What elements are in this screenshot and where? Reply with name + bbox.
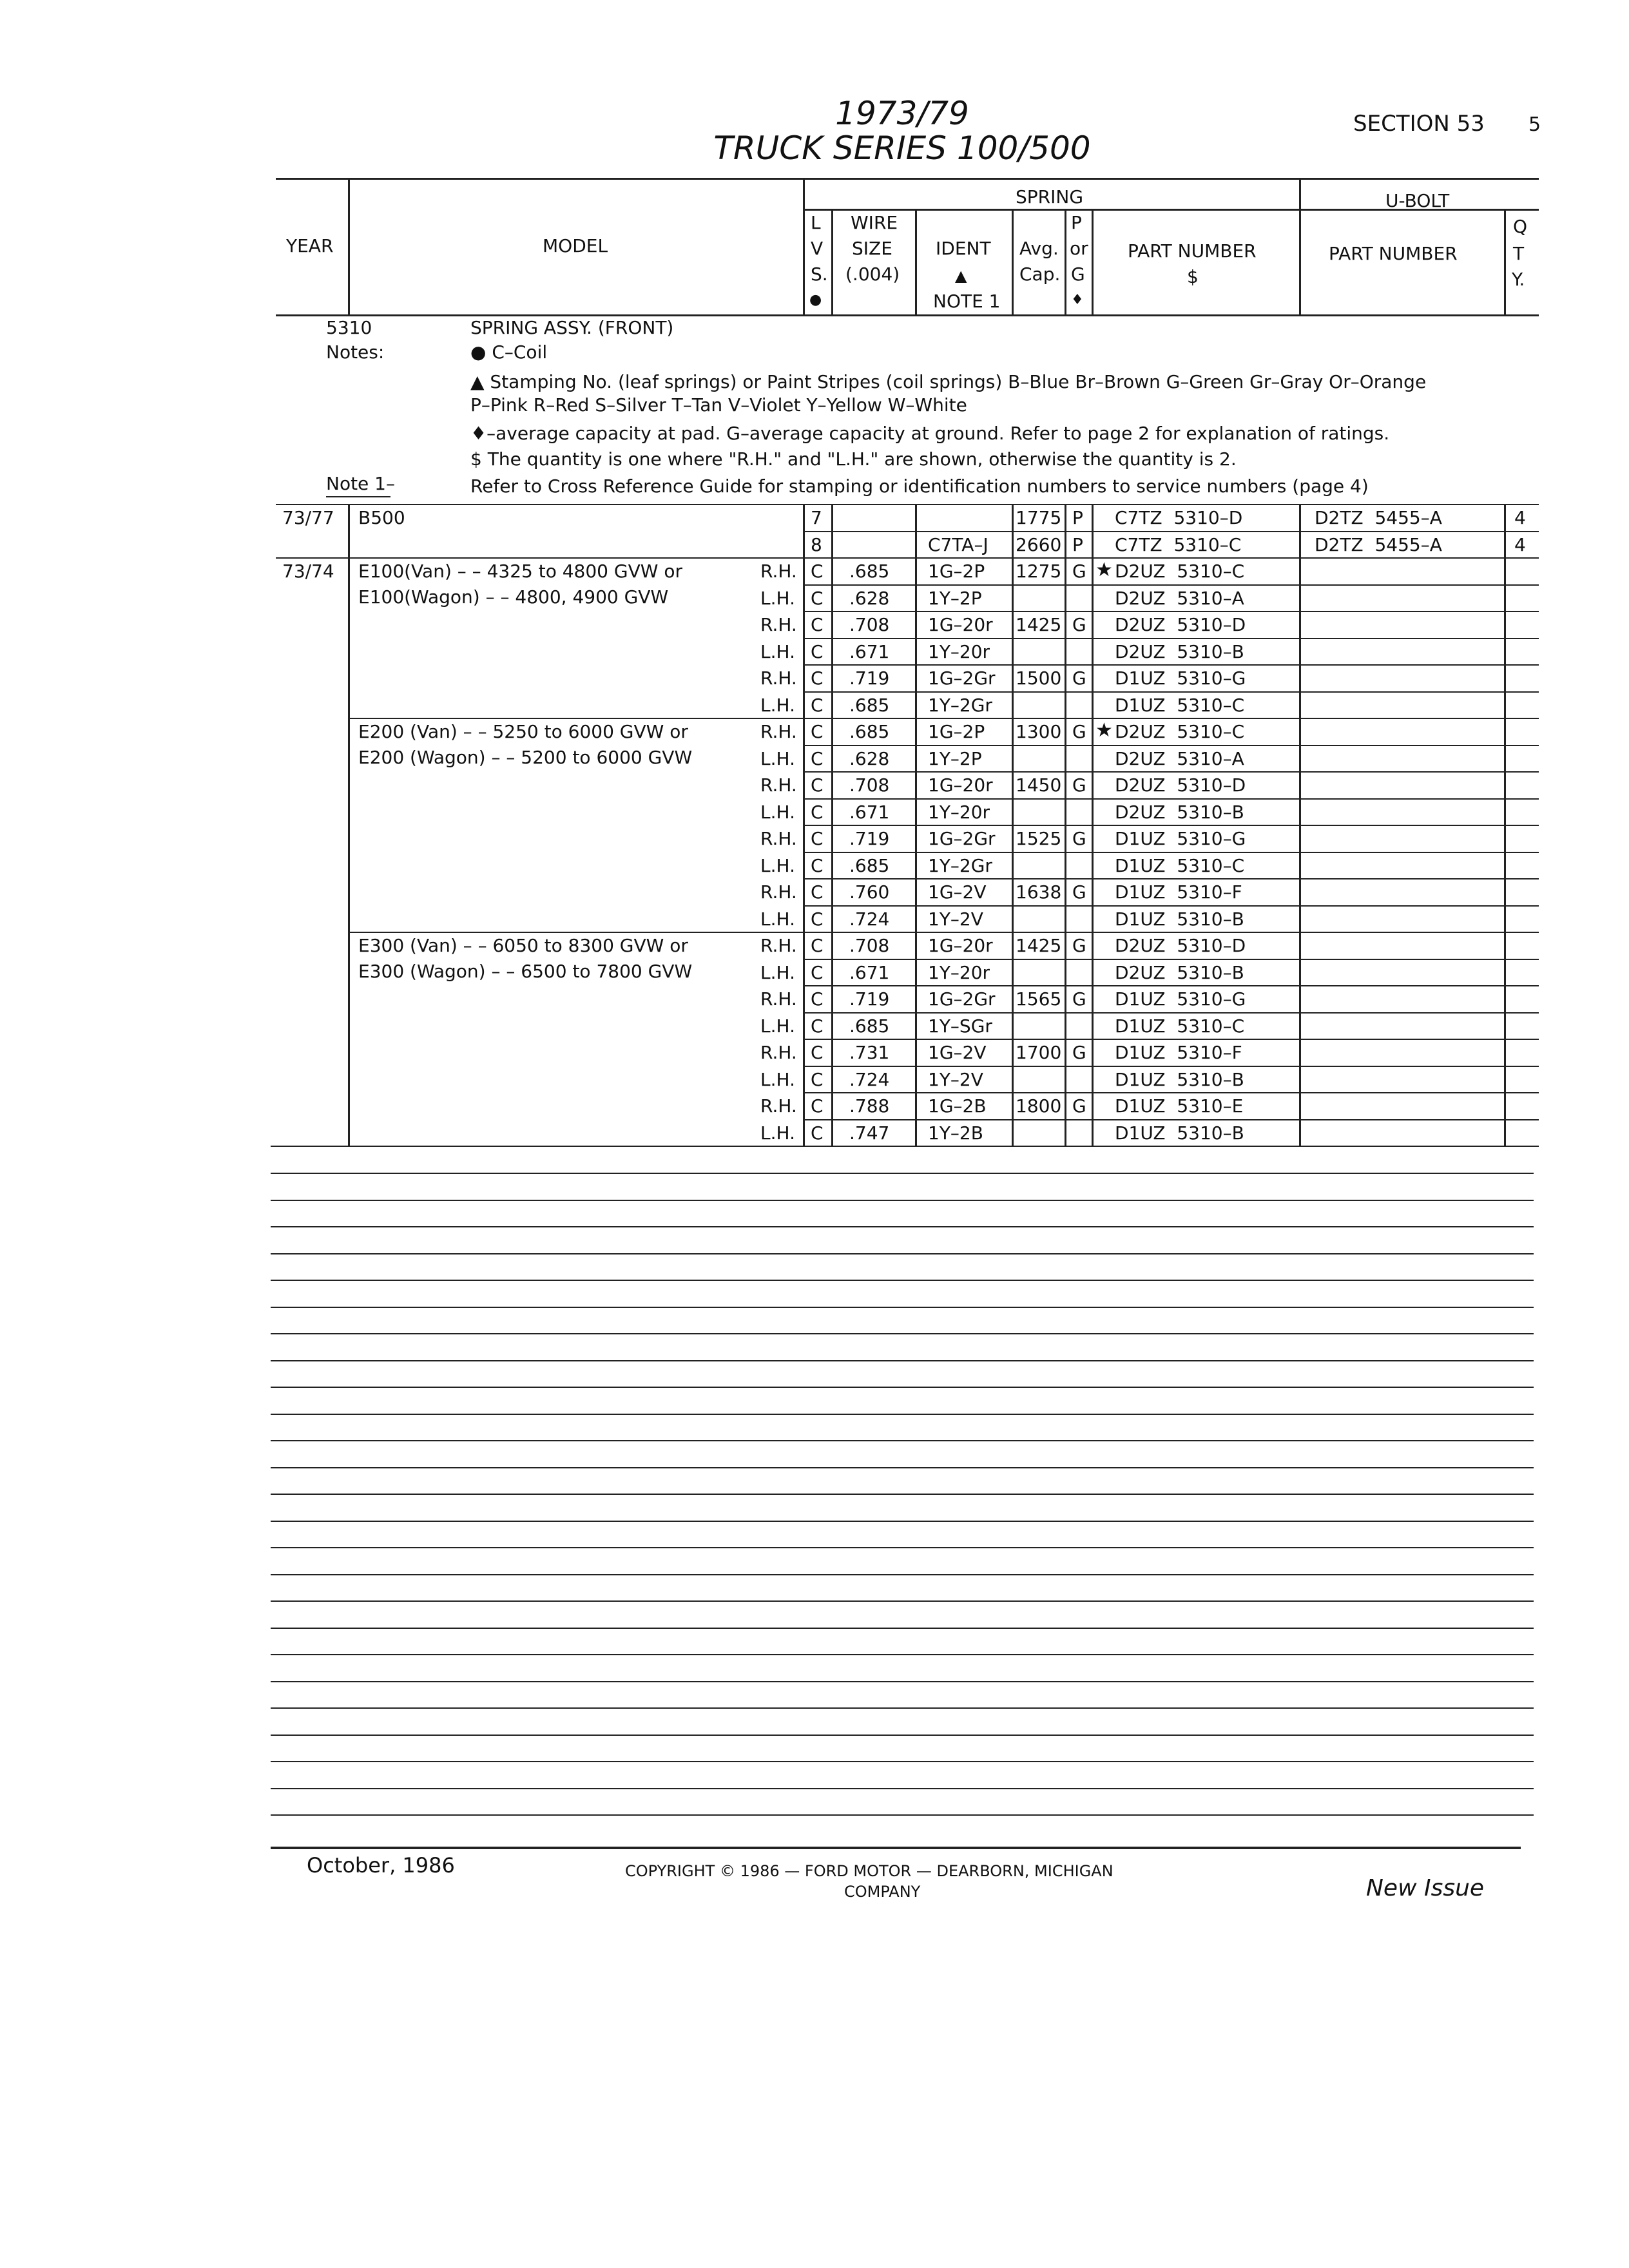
group-model: E300 (Wagon) – – 6500 to 7800 GVW: [358, 961, 693, 982]
row-wire: .788: [849, 1095, 890, 1117]
table-row-rule: [803, 959, 1539, 960]
row-ident: C7TA–J: [928, 533, 988, 555]
row-pg: G: [1072, 935, 1086, 956]
row-side: R.H.: [760, 828, 797, 849]
row-side: R.H.: [760, 774, 797, 796]
row-side: R.H.: [760, 935, 797, 956]
row-part-number: D2UZ 5310–A: [1115, 587, 1244, 609]
row-lvs: C: [811, 935, 824, 956]
row-side: R.H.: [760, 881, 797, 903]
row-ident: 1G–20r: [928, 935, 993, 956]
notes-label: Notes:: [326, 341, 385, 363]
page-number: 5: [1528, 113, 1541, 136]
row-ubolt-part: D2TZ 5455–A: [1315, 533, 1442, 555]
row-ubolt-part: D2TZ 5455–A: [1315, 507, 1442, 528]
row-wire: .671: [849, 640, 890, 662]
row-part-number: D1UZ 5310–B: [1115, 1068, 1244, 1090]
table-row-rule: [803, 638, 1539, 639]
row-side: L.H.: [760, 1122, 795, 1144]
blank-rule: [271, 1707, 1534, 1709]
row-lvs: C: [811, 988, 824, 1010]
table-row-rule: [803, 584, 1539, 586]
table-row-rule: [803, 771, 1539, 773]
blank-rule: [271, 1307, 1534, 1308]
row-ident: 1G–2P: [928, 721, 985, 742]
row-side: L.H.: [760, 801, 795, 823]
row-wire: .708: [849, 935, 890, 956]
row-ident: 1Y–2P: [928, 747, 982, 769]
row-ident: 1G–2P: [928, 561, 985, 582]
row-capacity: 1800: [1016, 1095, 1062, 1117]
row-wire: .719: [849, 828, 890, 849]
row-part-number: D2UZ 5310–D: [1115, 935, 1246, 956]
row-ident: 1G–20r: [928, 774, 993, 796]
row-ident: 1Y–2Gr: [928, 694, 992, 716]
title-series: TRUCK SERIES 100/500: [713, 130, 1091, 167]
section-name: SPRING ASSY. (FRONT): [470, 317, 674, 338]
row-part-number: D1UZ 5310–G: [1115, 988, 1246, 1010]
row-side: L.H.: [760, 961, 795, 983]
blank-rule: [271, 1200, 1534, 1201]
row-pg: G: [1072, 988, 1086, 1010]
row-ident: 1G–2V: [928, 1042, 987, 1063]
row-wire: .708: [849, 614, 890, 635]
row-pg: G: [1072, 614, 1086, 635]
row-wire: .685: [849, 721, 890, 742]
row-wire: .708: [849, 774, 890, 796]
row-capacity: 1775: [1016, 507, 1062, 528]
group-model: B500: [358, 507, 405, 528]
title-year: 1973/79: [835, 95, 969, 132]
footer-rule: [271, 1847, 1521, 1849]
table-row-rule: [803, 825, 1539, 826]
section-code: 5310: [326, 317, 372, 338]
table-row-rule: [803, 745, 1539, 746]
row-side: R.H.: [760, 721, 797, 742]
row-pg: G: [1072, 721, 1086, 742]
blank-rule: [271, 1761, 1534, 1762]
row-lvs: C: [811, 1042, 824, 1063]
row-pg: G: [1072, 1095, 1086, 1117]
row-part-number: D2UZ 5310–B: [1115, 961, 1244, 983]
table-row-rule: [803, 691, 1539, 693]
blank-rule: [271, 1360, 1534, 1361]
blank-rule: [271, 1440, 1534, 1441]
row-lvs: C: [811, 1068, 824, 1090]
row-side: R.H.: [760, 988, 797, 1010]
row-ident: 1G–2Gr: [928, 668, 996, 689]
blank-rule: [271, 1280, 1534, 1281]
row-part-number: D1UZ 5310–C: [1115, 854, 1245, 876]
table-row-rule: [803, 1066, 1539, 1067]
row-side: L.H.: [760, 908, 795, 930]
blank-rule: [271, 1521, 1534, 1522]
blank-rule: [271, 1547, 1534, 1548]
row-ident: 1Y–20r: [928, 961, 990, 983]
col-ubolt: U-BOLT: [1385, 190, 1450, 211]
row-part-number: D2UZ 5310–A: [1115, 747, 1244, 769]
table-row-rule: [803, 798, 1539, 800]
row-lvs: C: [811, 881, 824, 903]
row-lvs: C: [811, 1015, 824, 1037]
row-ident: 1Y–2B: [928, 1122, 983, 1144]
blank-rule: [271, 1681, 1534, 1682]
row-part-number: D1UZ 5310–C: [1115, 694, 1245, 716]
row-capacity: 1500: [1016, 668, 1062, 689]
blank-rule: [271, 1574, 1534, 1575]
row-side: L.H.: [760, 747, 795, 769]
row-wire: .685: [849, 694, 890, 716]
row-wire: .724: [849, 908, 890, 930]
row-part-number: D1UZ 5310–C: [1115, 1015, 1245, 1037]
table-row-rule: [803, 852, 1539, 853]
blank-rule: [271, 1494, 1534, 1495]
table-row-rule: [803, 1092, 1539, 1093]
row-wire: .685: [849, 561, 890, 582]
blank-rule: [271, 1814, 1534, 1816]
row-side: L.H.: [760, 1068, 795, 1090]
row-capacity: 2660: [1016, 533, 1062, 555]
table-row-rule: [803, 664, 1539, 666]
row-pg: P: [1072, 533, 1083, 555]
row-lvs: C: [811, 561, 824, 582]
row-lvs: C: [811, 614, 824, 635]
row-qty: 4: [1514, 507, 1526, 528]
row-lvs: C: [811, 854, 824, 876]
row-ident: 1Y–2V: [928, 908, 983, 930]
table-row-rule: [803, 985, 1539, 986]
row-part-number: D1UZ 5310–E: [1115, 1095, 1244, 1117]
group-year: 73/77: [282, 507, 334, 528]
row-ident: 1G–2Gr: [928, 988, 996, 1010]
row-capacity: 1300: [1016, 721, 1062, 742]
row-wire: .671: [849, 961, 890, 983]
table-row-rule: [803, 878, 1539, 879]
table-row-rule: [803, 905, 1539, 907]
row-ident: 1Y–2P: [928, 587, 982, 609]
row-part-number: D1UZ 5310–F: [1115, 881, 1242, 903]
group-model: E100(Wagon) – – 4800, 4900 GVW: [358, 586, 669, 608]
row-ident: 1Y–20r: [928, 801, 990, 823]
table-row-rule: [803, 1119, 1539, 1120]
row-wire: .671: [849, 801, 890, 823]
row-wire: .685: [849, 1015, 890, 1037]
table-row-rule: [803, 1039, 1539, 1040]
row-capacity: 1425: [1016, 614, 1062, 635]
row-side: L.H.: [760, 587, 795, 609]
row-ident: 1G–2V: [928, 881, 987, 903]
row-pg: G: [1072, 668, 1086, 689]
footer-issue: New Issue: [1366, 1875, 1485, 1901]
col-year: YEAR: [286, 235, 334, 256]
row-side: R.H.: [760, 561, 797, 582]
col-ubolt-part: PART NUMBER: [1329, 243, 1458, 264]
row-pg: G: [1072, 881, 1086, 903]
row-part-number: C7TZ 5310–C: [1115, 533, 1242, 555]
header-top-rule: [276, 178, 1539, 180]
star-icon: ★: [1095, 719, 1113, 742]
row-ident: 1Y–20r: [928, 640, 990, 662]
group-model: E100(Van) – – 4325 to 4800 GVW or: [358, 561, 682, 582]
footer-date: October, 1986: [307, 1853, 455, 1878]
row-wire: .719: [849, 988, 890, 1010]
row-side: L.H.: [760, 1015, 795, 1037]
table-row-rule: [803, 1012, 1539, 1014]
blank-rule: [271, 1414, 1534, 1415]
row-lvs: C: [811, 828, 824, 849]
row-lvs: C: [811, 774, 824, 796]
blank-rule: [271, 1788, 1534, 1789]
blank-rule: [271, 1253, 1534, 1254]
row-lvs: C: [811, 668, 824, 689]
row-pg: G: [1072, 1042, 1086, 1063]
row-lvs: C: [811, 694, 824, 716]
row-lvs: C: [811, 747, 824, 769]
row-side: R.H.: [760, 1095, 797, 1117]
header-bottom-rule: [276, 314, 1539, 316]
row-pg: P: [1072, 507, 1083, 528]
row-part-number: D1UZ 5310–B: [1115, 908, 1244, 930]
row-part-number: D2UZ 5310–B: [1115, 801, 1244, 823]
section-label: SECTION 53: [1353, 111, 1485, 137]
row-part-number: D1UZ 5310–B: [1115, 1122, 1244, 1144]
row-side: L.H.: [760, 694, 795, 716]
row-ident: 1Y–2Gr: [928, 854, 992, 876]
blank-rule: [271, 1600, 1534, 1602]
row-part-number: D1UZ 5310–G: [1115, 828, 1246, 849]
row-side: R.H.: [760, 614, 797, 635]
row-capacity: 1450: [1016, 774, 1062, 796]
row-capacity: 1638: [1016, 881, 1062, 903]
table-row-rule: [803, 718, 1539, 719]
group-year: 73/74: [282, 561, 334, 582]
row-part-number: D2UZ 5310–C: [1115, 721, 1245, 742]
row-pg: G: [1072, 561, 1086, 582]
group-model: E300 (Van) – – 6050 to 8300 GVW or: [358, 935, 688, 956]
blank-rule: [271, 1173, 1534, 1174]
row-lvs: C: [811, 587, 824, 609]
group-model: E200 (Van) – – 5250 to 6000 GVW or: [358, 721, 688, 742]
row-part-number: D2UZ 5310–D: [1115, 614, 1246, 635]
row-lvs: C: [811, 961, 824, 983]
row-wire: .747: [849, 1122, 890, 1144]
row-lvs: C: [811, 640, 824, 662]
row-wire: .628: [849, 747, 890, 769]
row-part-number: D1UZ 5310–F: [1115, 1042, 1242, 1063]
row-lvs: 8: [811, 533, 822, 555]
row-lvs: C: [811, 1095, 824, 1117]
note1-text: Refer to Cross Reference Guide for stamping or identification numbers to service numbers (page 4): [470, 476, 1369, 497]
row-capacity: 1700: [1016, 1042, 1062, 1063]
row-part-number: C7TZ 5310–D: [1115, 507, 1243, 528]
row-pg: G: [1072, 828, 1086, 849]
footer-company: COMPANY: [844, 1883, 921, 1901]
star-icon: ★: [1095, 559, 1113, 581]
row-qty: 4: [1514, 533, 1526, 555]
row-ident: 1Y–2V: [928, 1068, 983, 1090]
row-side: R.H.: [760, 668, 797, 689]
footer-copyright: COPYRIGHT © 1986 — FORD MOTOR — DEARBORN, MICHIGAN: [625, 1862, 1113, 1880]
row-wire: .731: [849, 1042, 890, 1063]
row-part-number: D2UZ 5310–C: [1115, 561, 1245, 582]
row-capacity: 1425: [1016, 935, 1062, 956]
row-wire: .685: [849, 854, 890, 876]
table-row-rule: [803, 531, 1539, 532]
row-lvs: C: [811, 1122, 824, 1144]
blank-rule: [271, 1387, 1534, 1388]
blank-rule: [271, 1735, 1534, 1736]
row-lvs: C: [811, 908, 824, 930]
blank-rule: [271, 1467, 1534, 1468]
blank-rule: [271, 1226, 1534, 1227]
group-model: E200 (Wagon) – – 5200 to 6000 GVW: [358, 747, 693, 768]
row-wire: .724: [849, 1068, 890, 1090]
blank-rule: [271, 1333, 1534, 1334]
row-part-number: D2UZ 5310–B: [1115, 640, 1244, 662]
row-side: L.H.: [760, 640, 795, 662]
row-wire: .719: [849, 668, 890, 689]
col-model: MODEL: [543, 235, 608, 256]
table-row-rule: [803, 611, 1539, 612]
row-lvs: C: [811, 801, 824, 823]
row-ident: 1G–2B: [928, 1095, 987, 1117]
row-capacity: 1275: [1016, 561, 1062, 582]
row-ident: 1Y–SGr: [928, 1015, 992, 1037]
row-lvs: 7: [811, 507, 822, 528]
note1-label: Note 1–: [326, 473, 395, 494]
blank-rule: [271, 1628, 1534, 1629]
col-spring: SPRING: [1016, 186, 1084, 207]
table-row-rule: [803, 557, 1539, 559]
row-capacity: 1565: [1016, 988, 1062, 1010]
row-wire: .760: [849, 881, 890, 903]
row-ident: 1G–2Gr: [928, 828, 996, 849]
row-part-number: D1UZ 5310–G: [1115, 668, 1246, 689]
row-side: L.H.: [760, 854, 795, 876]
row-part-number: D2UZ 5310–D: [1115, 774, 1246, 796]
row-pg: G: [1072, 774, 1086, 796]
row-lvs: C: [811, 721, 824, 742]
row-side: R.H.: [760, 1042, 797, 1063]
table-row-rule: [803, 932, 1539, 933]
row-ident: 1G–20r: [928, 614, 993, 635]
row-capacity: 1525: [1016, 828, 1062, 849]
row-wire: .628: [849, 587, 890, 609]
col-spring-part: PART NUMBER: [1128, 240, 1257, 262]
blank-rule: [271, 1654, 1534, 1655]
